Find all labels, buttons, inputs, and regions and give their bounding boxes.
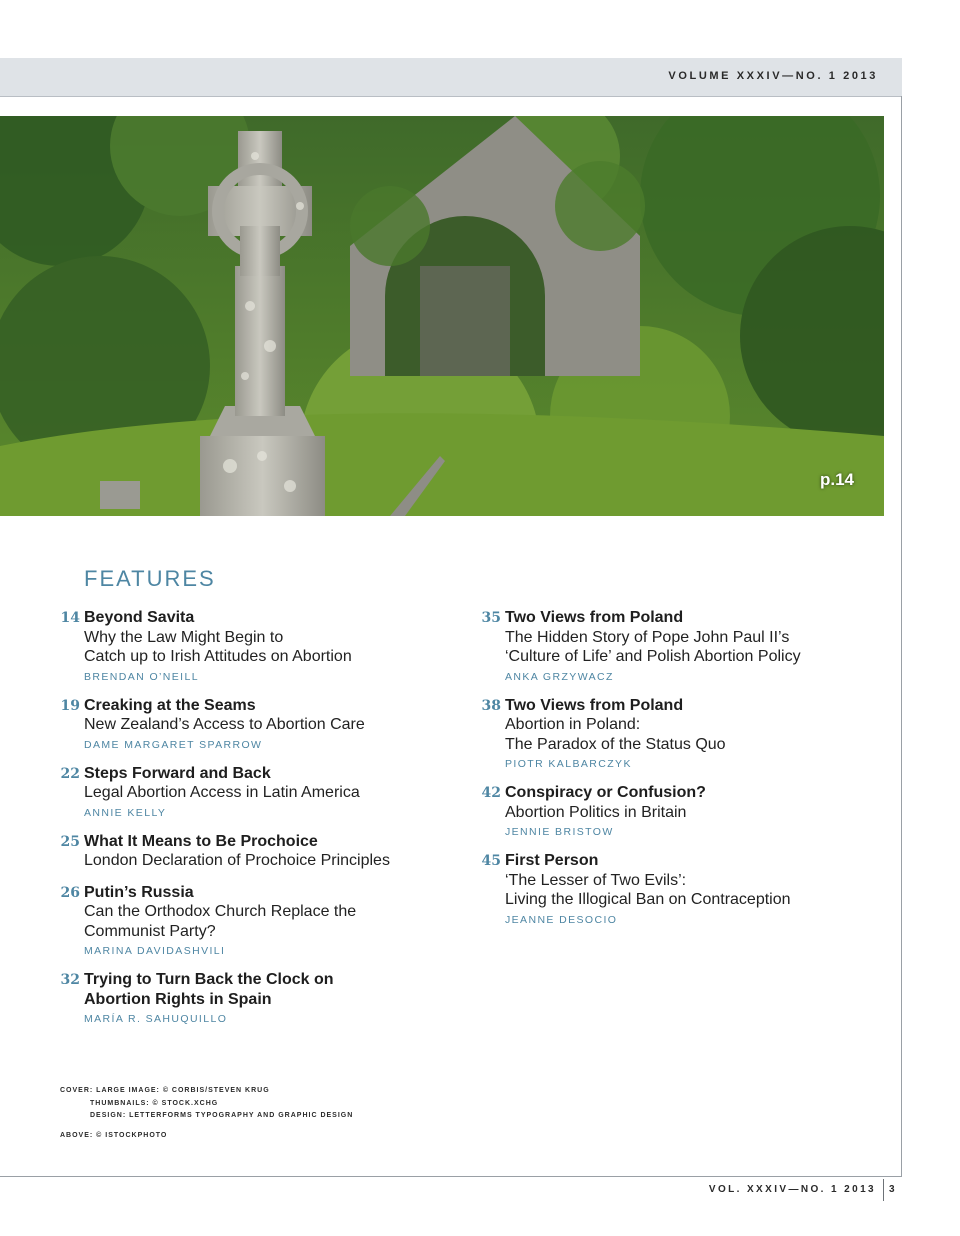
toc-subtitle: London Declaration of Prochoice Principles bbox=[84, 852, 390, 869]
toc-page-number: 32 bbox=[60, 972, 80, 988]
toc-page-number: 35 bbox=[481, 610, 501, 626]
toc-title: Steps Forward and Back bbox=[84, 764, 271, 782]
toc-title-continued: Abortion Rights in Spain bbox=[84, 990, 272, 1008]
toc-subtitle: Living the Illogical Ban on Contraception bbox=[505, 891, 791, 908]
credit-thumbnails: THUMBNAILS: © STOCK.XCHG bbox=[90, 1099, 219, 1107]
footer-volume: VOL. XXXIV—NO. 1 2013 bbox=[708, 1184, 876, 1195]
image-credits bbox=[60, 1085, 353, 1142]
toc-subtitle: Abortion in Poland: bbox=[505, 716, 641, 733]
features-column-right bbox=[477, 608, 877, 939]
toc-subtitle: Abortion Politics in Britain bbox=[505, 803, 687, 821]
toc-author: DAME MARGARET SPARROW bbox=[84, 738, 263, 751]
toc-author: BRENDAN O’NEILL bbox=[84, 670, 199, 683]
celtic-cross-ruins-image bbox=[0, 116, 884, 516]
toc-entry[interactable] bbox=[56, 608, 456, 684]
toc-subtitle: New Zealand’s Access to Abortion Care bbox=[84, 716, 365, 733]
hero-photo bbox=[0, 116, 884, 516]
toc-author: PIOTR KALBARCZYK bbox=[505, 758, 632, 770]
toc-subtitle: ‘The Lesser of Two Evils’: bbox=[505, 871, 687, 889]
features-heading: FEATURES bbox=[84, 566, 216, 591]
toc-page-number: 45 bbox=[481, 853, 501, 869]
toc-subtitle: Catch up to Irish Attitudes on Abortion bbox=[84, 648, 352, 665]
toc-entry[interactable] bbox=[56, 764, 456, 820]
toc-page-number: 14 bbox=[60, 610, 80, 626]
toc-entry[interactable] bbox=[56, 696, 456, 752]
footer-divider bbox=[883, 1179, 884, 1201]
toc-author: MARINA DAVIDASHVILI bbox=[84, 945, 226, 957]
toc-subtitle: The Paradox of the Status Quo bbox=[505, 735, 726, 753]
toc-page-number: 38 bbox=[481, 697, 501, 714]
toc-subtitle: Can the Orthodox Church Replace the bbox=[84, 903, 357, 920]
features-column-left bbox=[56, 608, 456, 1038]
toc-page-number: 22 bbox=[60, 765, 80, 782]
toc-entry[interactable] bbox=[477, 783, 877, 839]
credit-above: ABOVE: © ISTOCKPHOTO bbox=[60, 1131, 168, 1139]
toc-title: Conspiracy or Confusion? bbox=[505, 784, 706, 801]
page-frame-bottom bbox=[0, 1176, 902, 1177]
toc-title: Putin’s Russia bbox=[84, 883, 194, 901]
footer-page-number: 3 bbox=[889, 1184, 895, 1195]
header-band bbox=[0, 58, 902, 97]
toc-author: MARÍA R. SAHUQUILLO bbox=[84, 1013, 228, 1025]
toc-page-number: 42 bbox=[481, 785, 501, 801]
toc-title: Creaking at the Seams bbox=[84, 696, 256, 714]
page-frame-right bbox=[901, 96, 902, 1177]
credit-design: DESIGN: LETTERFORMS TYPOGRAPHY AND GRAPHIC DESIGN bbox=[90, 1112, 354, 1119]
toc-author: ANNIE KELLY bbox=[84, 806, 167, 819]
toc-page-number: 25 bbox=[60, 833, 80, 850]
toc-page-number: 26 bbox=[60, 884, 80, 901]
toc-title: First Person bbox=[505, 852, 599, 869]
toc-author: JEANNE DESOCIO bbox=[505, 913, 618, 926]
toc-title: What It Means to Be Prochoice bbox=[84, 832, 318, 850]
credit-cover: COVER: LARGE IMAGE: © CORBIS/STEVEN KRUG bbox=[60, 1087, 270, 1094]
toc-title: Two Views from Poland bbox=[505, 696, 684, 714]
toc-entry[interactable] bbox=[56, 883, 456, 959]
toc-title: Two Views from Poland bbox=[505, 609, 684, 626]
toc-subtitle: Why the Law Might Begin to bbox=[84, 628, 284, 646]
toc-entry[interactable] bbox=[477, 851, 877, 927]
toc-subtitle: Communist Party? bbox=[84, 922, 216, 940]
toc-title: Beyond Savita bbox=[84, 609, 195, 626]
toc-title: Trying to Turn Back the Clock on bbox=[84, 971, 334, 988]
toc-subtitle: The Hidden Story of Pope John Paul II’s bbox=[505, 628, 790, 646]
toc-entry[interactable] bbox=[56, 832, 456, 871]
toc-author: ANKA GRZYWACZ bbox=[505, 670, 614, 683]
toc-entry[interactable] bbox=[477, 608, 877, 684]
toc-author: JENNIE BRISTOW bbox=[505, 826, 614, 838]
toc-subtitle: Legal Abortion Access in Latin America bbox=[84, 784, 360, 801]
toc-page-number: 19 bbox=[60, 697, 80, 714]
toc-subtitle: ‘Culture of Life’ and Polish Abortion Policy bbox=[505, 648, 801, 665]
toc-entry[interactable] bbox=[56, 970, 456, 1026]
photo-page-reference[interactable]: p.14 bbox=[819, 470, 854, 489]
toc-entry[interactable] bbox=[477, 696, 877, 772]
volume-header: VOLUME XXXIV—NO. 1 2013 bbox=[668, 70, 878, 82]
